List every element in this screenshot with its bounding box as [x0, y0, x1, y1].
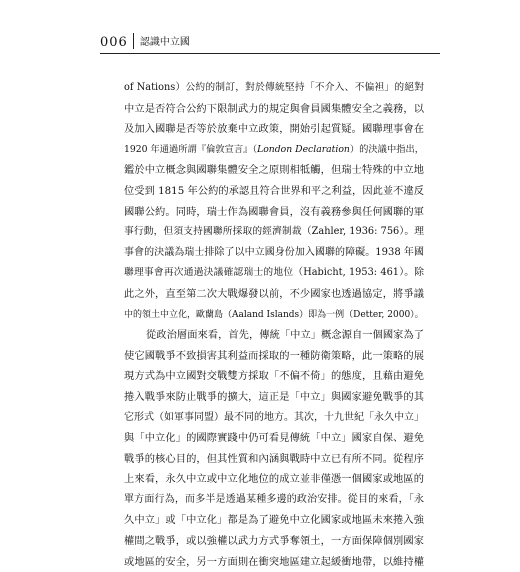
text-line: 鑑於中立概念與國聯集體安全之原則相牴觸，但瑞士特殊的中立地 — [124, 164, 424, 177]
page-number: 006 — [100, 35, 128, 50]
text-line: 此之外，直至第二次大戰爆發以前，不少國家也透過協定，將爭議 — [124, 287, 424, 300]
paragraph-start-line: 從政治層面來看，首先，傳統「中立」概念源自一個國家為了 — [146, 329, 424, 342]
text-line: 或地區的安全，另一方面則在衝突地區建立起緩衝地帶，以維持權 — [124, 555, 424, 568]
text-line: 使它國戰爭不致損害其利益而採取的一種防衛策略，此一策略的展 — [124, 349, 424, 362]
text-line: 聯理事會再次通過決議確認瑞士的地位（Habicht, 1953: 461）。除 — [124, 267, 424, 279]
text-line: 它形式（如軍事同盟）最不同的地方。其次，十九世紀「永久中立」 — [124, 411, 424, 423]
text-line: 國聯公約。同時，瑞士作為國聯會員，沒有義務參與任何國聯的軍 — [124, 205, 424, 218]
header-divider — [133, 33, 134, 49]
header-rule — [100, 53, 440, 54]
text-line: 1920 年通過所謂『倫敦宣言』（London Declaration）的決議中指出， — [124, 143, 425, 155]
text-line: 中的領土中立化，歐蘭島（Aaland Islands）即為一例（Detter, 2000）。 — [124, 309, 424, 320]
text-line: 事會的決議為瑞士排除了以中立國身份加入國聯的障礙。1938 年國 — [124, 246, 424, 258]
running-header — [100, 33, 440, 50]
text-line: 與「中立化」的國際實踐中仍可看見傳統「中立」國家自保、避免 — [124, 432, 424, 445]
body-text — [124, 78, 424, 572]
text-line: 及加入國聯是否等於放棄中立政策，開始引起質疑。國聯理事會在 — [124, 123, 424, 136]
text-line: 權間之戰爭，或以強權以武力方式爭奪領土，一方面保障個別國家 — [124, 535, 424, 548]
text-line: 位受到 1815 年公約的承認且符合世界和平之利益，因此並不違反 — [124, 184, 424, 197]
book-title: 認識中立國 — [139, 37, 190, 48]
text-line: 久中立」或「中立化」都是為了避免中立化國家或地區未來捲入強 — [124, 514, 424, 527]
text-line: 事行動，但須支持國聯所採取的經濟制裁（Zahler, 1936: 756）。理 — [124, 226, 424, 238]
text-line: of Nations）公約的制訂，對於傳統堅持「不介入、不偏袒」的絕對 — [124, 82, 424, 93]
italic-title: London Declaration — [257, 143, 350, 155]
text-line: 中立是否符合公約下限制武力的規定與會員國集體安全之義務，以 — [124, 102, 424, 115]
text-line: 上來看，永久中立或中立化地位的成立並非僅憑一個國家或地區的 — [124, 473, 424, 486]
text-line: 單方面行為，而多半是透過某種多邊的政治安排。從目的來看，「永 — [124, 493, 424, 505]
text-line: 捲入戰爭來防止戰爭的擴大，這正是「中立」與國家避免戰爭的其 — [124, 390, 424, 403]
text-line: 戰爭的核心目的，但其性質和內涵與戰時中立已有所不同。從程序 — [124, 452, 424, 465]
text-line: 現方式為中立國對交戰雙方採取「不偏不倚」的態度，且藉由避免 — [124, 370, 424, 383]
